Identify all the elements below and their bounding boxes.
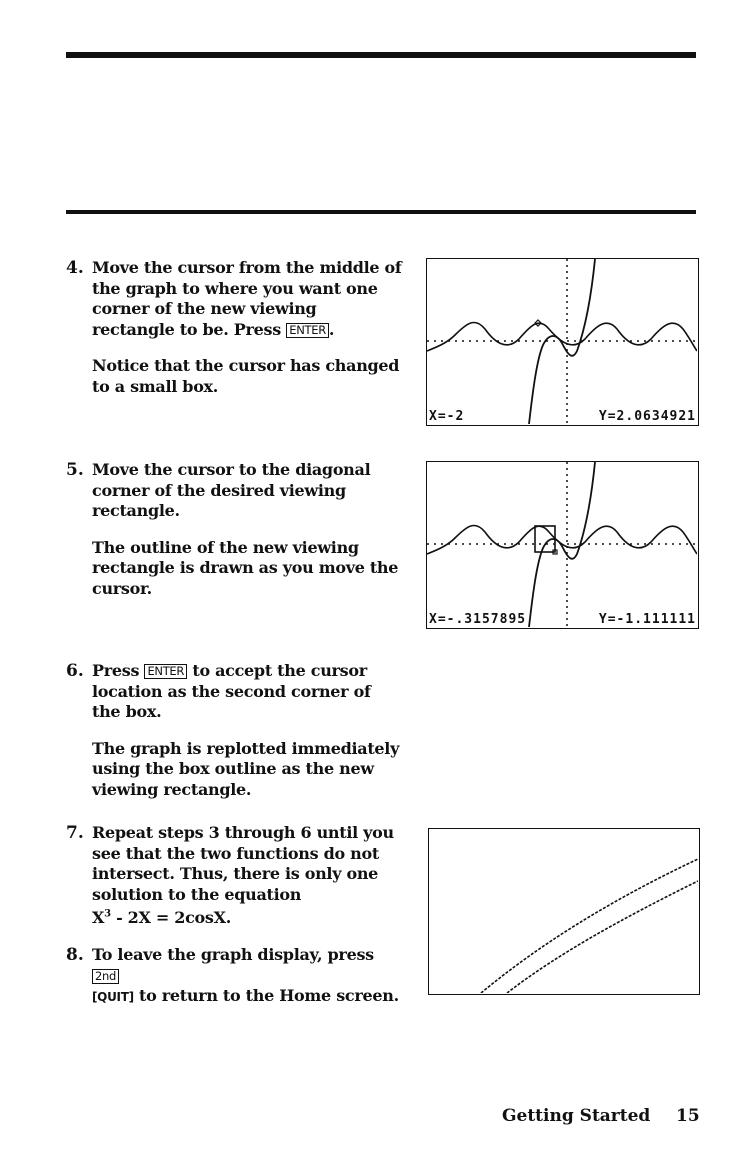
- graph-plot: [429, 829, 698, 993]
- graph-plot: [427, 462, 697, 627]
- step-instruction: Move the cursor to the diagonal corner of the desired viewing rectangle.: [92, 460, 371, 520]
- step-number: 8.: [66, 945, 84, 965]
- enter-key-icon: ENTER: [286, 323, 329, 338]
- function-curve-2: [507, 881, 698, 993]
- x-readout: X=-2: [429, 409, 465, 424]
- cubic-curve: [529, 259, 595, 424]
- step-note: Notice that the cursor has changed to a small box.: [92, 356, 400, 396]
- y-readout: Y=-1.111111: [598, 612, 696, 627]
- cosine-curve: [427, 525, 697, 554]
- step-instruction: To leave the graph display, press 2nd [QUIT] to return to the Home screen.: [92, 945, 402, 1008]
- graph-plot: [427, 259, 697, 424]
- section-rule: [66, 210, 696, 214]
- calculator-screen-2: [426, 461, 699, 629]
- quit-key-label: [QUIT]: [92, 990, 134, 1004]
- y-readout: Y=2.0634921: [598, 409, 696, 424]
- calculator-screen-1: [426, 258, 699, 426]
- step-number: 4.: [66, 258, 84, 278]
- step-note: The outline of the new viewing rectangle is drawn as you move the cursor.: [92, 537, 399, 598]
- calculator-screen-3: [428, 828, 700, 995]
- second-key-icon: 2nd: [92, 969, 119, 984]
- step-instruction: Move the cursor from the middle of the graph to where you want one corner of the new viewing rectangle to be. Press ENTER .: [92, 258, 402, 339]
- step-instruction: Press ENTER to accept the cursor location as the second corner of the box.: [92, 661, 371, 721]
- equation: $X^3 - 2X = 2\cos X$.: [92, 908, 232, 928]
- enter-key-icon: ENTER: [144, 664, 187, 679]
- step-number: 5.: [66, 460, 84, 480]
- top-rule: [66, 52, 696, 58]
- x-readout: X=-.3157895: [429, 612, 527, 627]
- footer-section-title: Getting Started: [502, 1106, 651, 1126]
- cubic-curve: [529, 462, 595, 627]
- step-note: The graph is replotted immediately using the box outline as the new viewing rectangle.: [92, 738, 400, 799]
- page-number: 15: [676, 1106, 700, 1126]
- cosine-curve: [427, 322, 697, 351]
- step-number: 7.: [66, 823, 84, 843]
- step-instruction: Repeat steps 3 through 6 until you see that the two functions do not intersect. Thus, there is only one solution to the equation $X^3 - 2X = 2\cos X$.: [92, 823, 394, 928]
- function-curve-1: [481, 859, 698, 993]
- step-number: 6.: [66, 661, 84, 681]
